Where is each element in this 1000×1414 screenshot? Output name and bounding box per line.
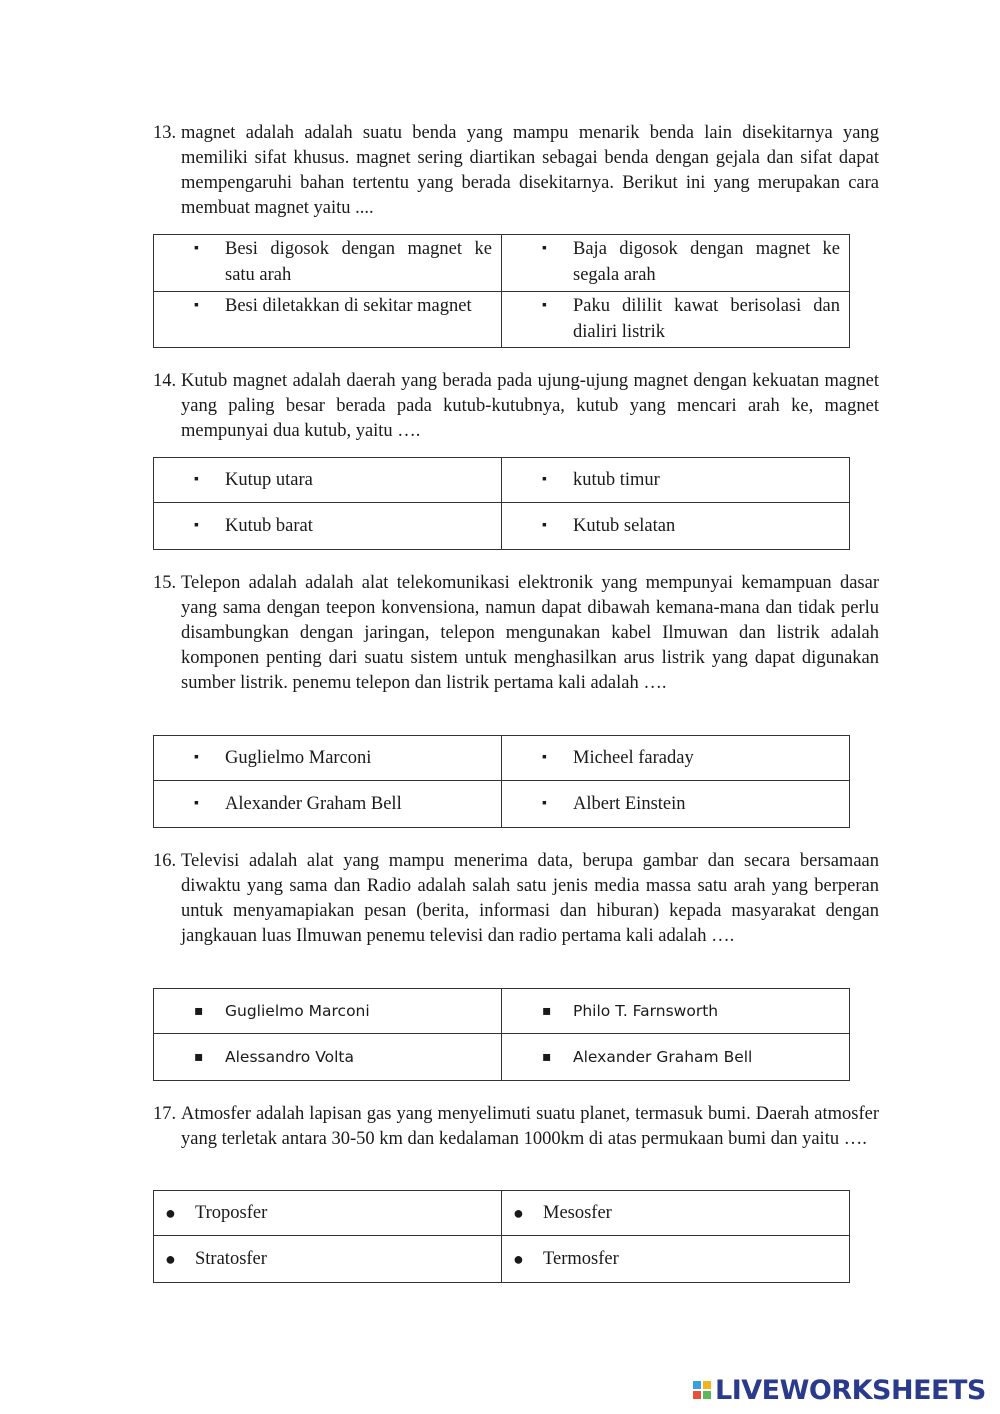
option-text: Termosfer — [543, 1249, 619, 1269]
bullet-icon: ▪ — [194, 1049, 204, 1065]
question-13 — [153, 121, 879, 221]
logo-square-icon — [693, 1381, 701, 1389]
bullet-icon: ● — [513, 1203, 524, 1223]
option-b[interactable] — [503, 467, 848, 493]
bullet-icon: ▪ — [194, 241, 199, 256]
bullet-icon: ▪ — [542, 750, 547, 765]
bullet-icon: ▪ — [194, 796, 199, 811]
option-text: Stratosfer — [195, 1249, 267, 1269]
logo-square-icon — [693, 1391, 701, 1399]
bullet-icon: ● — [165, 1203, 176, 1223]
question-number: 16. — [153, 851, 177, 871]
question-17 — [153, 1102, 879, 1152]
option-d[interactable] — [503, 791, 848, 817]
question-14 — [153, 369, 879, 444]
option-b[interactable] — [503, 1200, 848, 1226]
question-16 — [153, 849, 879, 949]
question-text: Kutub magnet adalah daerah yang berada pada ujung-ujung magnet dengan kekuatan magnet yang paling besar berada pada kutub-kutubnya, kutub yang mencari arah ke, magnet mempunyai dua kutub, yaitu …. — [181, 371, 879, 441]
logo-text: LIVEWORKSHEETS — [715, 1374, 986, 1406]
question-text: Atmosfer adalah lapisan gas yang menyelimuti suatu planet, termasuk bumi. Daerah atmosfer yang terletak antara 30-50 km dan kedalaman 1000km di atas permukaan bumi dan yaitu …. — [181, 1104, 879, 1149]
bullet-icon: ▪ — [194, 1003, 204, 1019]
option-d[interactable] — [503, 513, 848, 539]
question-15 — [153, 571, 879, 696]
option-b[interactable] — [503, 998, 848, 1024]
option-text: Kutub barat — [225, 516, 313, 536]
question-number: 15. — [153, 573, 177, 593]
question-text: Televisi adalah alat yang mampu menerima data, berupa gambar dan secara bersamaan diwaktu yang sama dan Radio adalah salah satu jenis media massa satu arah yang berperan untuk menyamapiakan pesan (berita, informasi dan hiburan) kepada masyarakat dengan jangkauan luas Ilmuwan penemu televisi dan radio pertama kali adalah …. — [181, 851, 879, 946]
option-c[interactable] — [155, 1246, 500, 1272]
options-table-17 — [153, 1190, 850, 1283]
logo-square-icon — [703, 1381, 711, 1389]
bullet-icon: ● — [165, 1249, 176, 1269]
question-text: magnet adalah adalah suatu benda yang mampu menarik benda lain disekitarnya yang memiliki sifat khusus. magnet sering diartikan sebagai benda dengan gejala dan sifat dapat mempengaruhi bahan tertentu yang berada disekitarnya. Berikut ini yang merupakan cara membuat magnet yaitu .... — [181, 123, 879, 218]
option-text: Troposfer — [195, 1203, 268, 1223]
bullet-icon: ▪ — [542, 1049, 552, 1065]
bullet-icon: ▪ — [194, 518, 199, 533]
option-c[interactable] — [155, 513, 500, 539]
liveworksheets-logo — [693, 1374, 986, 1406]
option-text: Alexander Graham Bell — [573, 1048, 753, 1066]
bullet-icon: ▪ — [542, 472, 547, 487]
options-table-13 — [153, 234, 850, 348]
option-b[interactable] — [503, 236, 848, 288]
bullet-icon: ▪ — [542, 518, 547, 533]
bullet-icon: ● — [513, 1249, 524, 1269]
option-text: Guglielmo Marconi — [225, 1002, 370, 1020]
option-text: Philo T. Farnsworth — [573, 1002, 719, 1020]
option-b[interactable] — [503, 745, 848, 771]
option-d[interactable] — [503, 293, 848, 345]
option-text: kutub timur — [573, 470, 660, 490]
bullet-icon: ▪ — [194, 750, 199, 765]
option-d[interactable] — [503, 1246, 848, 1272]
option-text: Paku dililit kawat berisolasi dan dialiri listrik — [573, 296, 840, 342]
question-number: 17. — [153, 1104, 177, 1124]
options-table-14 — [153, 457, 850, 550]
option-text: Alessandro Volta — [225, 1048, 354, 1066]
option-a[interactable] — [155, 745, 500, 771]
options-table-15 — [153, 735, 850, 828]
option-c[interactable] — [155, 293, 500, 319]
option-text: Kutub selatan — [573, 516, 676, 536]
bullet-icon: ▪ — [194, 472, 199, 487]
option-a[interactable] — [155, 998, 500, 1024]
option-c[interactable] — [155, 1044, 500, 1070]
option-d[interactable] — [503, 1044, 848, 1070]
options-table-16 — [153, 988, 850, 1081]
question-number: 14. — [153, 371, 177, 391]
option-text: Albert Einstein — [573, 794, 686, 814]
bullet-icon: ▪ — [542, 298, 547, 313]
option-text: Besi diletakkan di sekitar magnet — [225, 296, 472, 316]
option-text: Alexander Graham Bell — [225, 794, 402, 814]
bullet-icon: ▪ — [542, 241, 547, 256]
option-text: Kutup utara — [225, 470, 313, 490]
option-a[interactable] — [155, 236, 500, 288]
option-text: Baja digosok dengan magnet ke segala arah — [573, 239, 840, 285]
option-a[interactable] — [155, 1200, 500, 1226]
logo-mark-icon — [693, 1381, 711, 1399]
option-text: Mesosfer — [543, 1203, 612, 1223]
bullet-icon: ▪ — [542, 796, 547, 811]
option-a[interactable] — [155, 467, 500, 493]
question-number: 13. — [153, 123, 177, 143]
bullet-icon: ▪ — [542, 1003, 552, 1019]
question-text: Telepon adalah adalah alat telekomunikasi elektronik yang mempunyai kemampuan dasar yang sama dengan teepon konvensiona, namun dapat dibawah kemana-mana dan tidak perlu disambungkan dengan jaringan, telepon mengunakan kabel Ilmuwan dan listrik adalah komponen penting dari suatu sistem untuk menghasilkan arus listrik yang dapat digunakan sumber listrik. penemu telepon dan listrik pertama kali adalah …. — [181, 573, 879, 693]
option-text: Besi digosok dengan magnet ke satu arah — [225, 239, 492, 285]
option-text: Guglielmo Marconi — [225, 748, 372, 768]
bullet-icon: ▪ — [194, 298, 199, 313]
option-c[interactable] — [155, 791, 500, 817]
logo-square-icon — [703, 1391, 711, 1399]
option-text: Micheel faraday — [573, 748, 694, 768]
